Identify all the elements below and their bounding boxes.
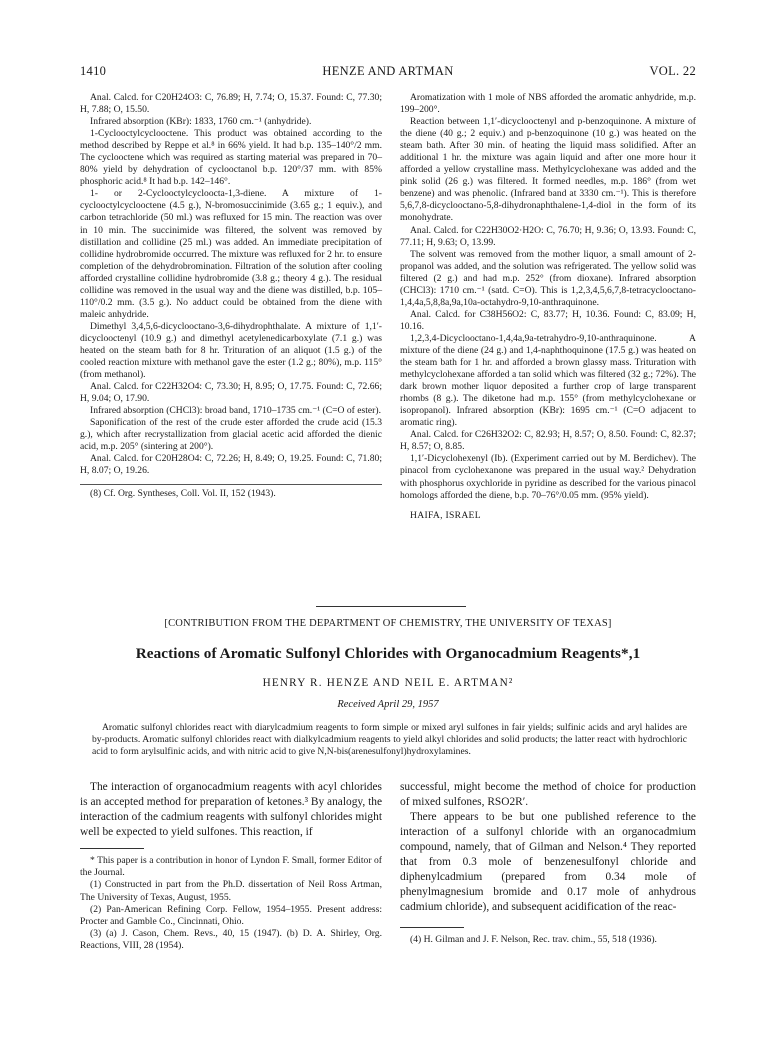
paragraph: The solvent was removed from the mother liquor, a small amount of 2-propanol was added, and the solution was refrigerated. The yellow solid was filtered (2 g.) and had m.p. 252° (from dioxane). Infrared absorption (CHCl3): 1710 cm.⁻¹ (satd. C=O). This is 1,2,3,4,5,6,7,8-tetracyclooctano-1,4,4a,5,8,8a,9a,10a-octahydro-9,10-anthraquinone.	[400, 248, 696, 308]
paragraph: 1- or 2-Cyclooctylcycloocta-1,3-diene. A mixture of 1-cyclooctylcyclooctene (4.5 g.), N-bromosuccinimide (3.65 g.; 1 equiv.), and carbon tetrachloride (50 ml.) was refluxed for 15 min. The reaction was over in 10 min. The succinimide was filtered, the solvent was removed by distillation and collidine (25 ml.) was added. An immediate precipitation of collidine hydrobromide occurred. The mixture was refluxed for 2 hr. to ensure completion of the dehydrobromination. Filtration of the solution after cooling afforded crystalline collidine hydrobromide (3.8 g.; theory 4 g.). The residual collidine was removed in the usual way and the diene was distilled, b.p. 105–110°/0.2 mm. (3.5 g.). No adduct could be obtained from the diene with maleic anhydride.	[80, 188, 382, 320]
abstract: Aromatic sulfonyl chlorides react with diarylcadmium reagents to form simple or mixed aryl sulfones in fair yields; sulfinic acids and aryl halides are by-products. Aromatic sulfonyl chlorides react with dialkylcadmium reagents to yield alkyl chlorides and solid products; the latter react with hydrochloric acid to form arylsulfinic acids, and with nitric acid to give N,N-bis(arenesulfonyl)hydroxylamines.	[92, 722, 687, 758]
footnote: (1) Constructed in part from the Ph.D. dissertation of Neil Ross Artman, The University of Texas, August, 1955.	[80, 879, 382, 903]
section-divider	[316, 606, 466, 607]
article-authors: HENRY R. HENZE AND NEIL E. ARTMAN²	[262, 677, 514, 689]
volume-label: VOL. 22	[649, 64, 696, 78]
paragraph: Aromatization with 1 mole of NBS afforded the aromatic anhydride, m.p. 199–200°.	[400, 92, 696, 116]
paragraph: Anal. Calcd. for C26H32O2: C, 82.93; H, 8.57; O, 8.50. Found: C, 82.37; H, 8.57; O, 8.85.	[400, 429, 696, 453]
paragraph: Anal. Calcd. for C22H30O2·H2O: C, 76.70; H, 9.36; O, 13.93. Found: C, 77.11; H, 9.63; O, 13.99.	[400, 224, 696, 248]
running-head	[80, 64, 696, 80]
paragraph: Infrared absorption (KBr): 1833, 1760 cm.⁻¹ (anhydride).	[90, 116, 312, 128]
paragraph: 1,1′-Dicyclohexenyl (Ib). (Experiment carried out by M. Berdichev). The pinacol from cyclohexanone was prepared in the usual way.² Dehydration with phosphorus oxychloride in pyridine as described for the various pinacol homologs afforded the diene, b.p. 70–76°/0.05 mm. (95% yield).	[400, 453, 696, 501]
paragraph: Anal. Calcd. for C20H24O3: C, 76.89; H, 7.74; O, 15.37. Found: C, 77.30; H, 7.88; O, 15.50.	[80, 92, 382, 116]
paragraph: There appears to be but one published reference to the interaction of a sulfonyl chloride with an organocadmium compound, namely, that of Gilman and Nelson.⁴ They reported that from 0.3 mole of benzenesulfonyl chloride and diphenylcadmium (prepared from 0.34 mole of phenylmagnesium bromide and 0.17 mole of anhydrous cadmium chloride), and subsequent acidification of the reac-	[400, 811, 696, 913]
right-column-article-body	[400, 780, 696, 946]
contribution-line: [CONTRIBUTION FROM THE DEPARTMENT OF CHEMISTRY, THE UNIVERSITY OF TEXAS]	[164, 618, 612, 629]
left-column-article-body	[80, 780, 382, 953]
paragraph: Saponification of the rest of the crude ester afforded the crude acid (15.3 g.), which after recrystallization from glacial acetic acid afforded the dienic acid, m.p. 205° (sintering at 200°).	[80, 417, 382, 453]
paragraph: Anal. Calcd. for C22H32O4: C, 73.30; H, 8.95; O, 17.75. Found: C, 72.66; H, 9.04; O, 17.90.	[80, 381, 382, 405]
received-date: Received April 29, 1957	[337, 699, 439, 710]
paragraph: Anal. Calcd. for C20H28O4: C, 72.26; H, 8.49; O, 19.25. Found: C, 71.80; H, 8.07; O, 19.26.	[80, 453, 382, 477]
running-title: HENZE AND ARTMAN	[322, 64, 454, 78]
paragraph: 1-Cyclooctylcyclooctene. This product was obtained according to the method described by Reppe et al.⁸ in 66% yield. It had b.p. 135–140°/2 mm. The cyclooctene which was required as starting material was prepared in 70–80% yield by dehydration of cyclooctanol b.p. 120°/37 mm. with 85% phosphoric acid.⁸ It had b.p. 142–146°.	[80, 128, 382, 188]
paragraph: Dimethyl 3,4,5,6-dicyclooctano-3,6-dihydrophthalate. A mixture of 1,1′-dicyclooctenyl (10.9 g.) and dimethyl acetylenedicarboxylate (7.1 g.) was heated on the steam bath for 8 hr. Trituration of an aliquot (1.5 g.) of the cooled reaction mixture with methanol gave the ester (1.2 g.; 80%), m.p. 115° (from methanol).	[80, 320, 382, 381]
right-column-previous-article	[400, 92, 696, 522]
paragraph: Anal. Calcd. for C38H56O2: C, 83.77; H, 10.36. Found: C, 83.09; H, 10.16.	[400, 308, 696, 332]
paragraph: successful, might become the method of choice for production of mixed sulfones, RSO2R′.	[400, 781, 696, 808]
paragraph: Reaction between 1,1′-dicyclooctenyl and p-benzoquinone. A mixture of the diene (40 g.; 2 equiv.) and p-benzoquinone (10 g.) was heated on the steam bath. After 30 min. of heating the liquid mass solidified. After an additional 1 hr. the mixture was again liquid and after one more hour it afforded a yellow crystalline mass. Methylcyclohexane was added and the pink solid (26 g.) was filtered. It formed needles, m.p. 186° (from wet benzene) and was phenolic. (Infrared band at 3330 cm.⁻¹). This is therefore 5,6,7,8-dicyclooctano-5,8-dihydronaphthalene-1,4-diol in the form of its monohydrate.	[400, 116, 696, 224]
footnote-divider	[400, 927, 464, 928]
footnote: (3) (a) J. Cason, Chem. Revs., 40, 15 (1947). (b) D. A. Shirley, Org. Reactions, VIII, 28 (1954).	[80, 928, 382, 952]
left-column-previous-article	[80, 92, 382, 500]
page-number: 1410	[80, 64, 107, 78]
footnote-divider	[80, 848, 144, 849]
footnote: (8) Cf. Org. Syntheses, Coll. Vol. II, 152 (1943).	[80, 484, 382, 500]
paragraph: Infrared absorption (CHCl3): broad band, 1710–1735 cm.⁻¹ (C=O of ester).	[90, 405, 381, 417]
footnote: (4) H. Gilman and J. F. Nelson, Rec. trav. chim., 55, 518 (1936).	[410, 934, 657, 945]
footnote: * This paper is a contribution in honor of Lyndon F. Small, former Editor of the Journal.	[80, 855, 382, 879]
paragraph: 1,2,3,4-Dicyclooctano-1,4,4a,9a-tetrahydro-9,10-anthraquinone. A mixture of the diene (24 g.) and 1,4-naphthoquinone (17.5 g.) was heated on the steam bath for 1 hr. and afforded a brown glassy mass. Trituration with methylcyclohexane afforded a tan solid which was filtered (32 g.; 72%). The dark brown mother liquor deposited a further crop of large transparent rhombs (8 g.). The diketone had m.p. 155° (from methylcyclohexane or isopropanol). Infrared absorption (KBr): 1695 cm.⁻¹ (C=O adjacent to aromatic ring).	[400, 332, 696, 429]
article-title: Reactions of Aromatic Sulfonyl Chlorides with Organocadmium Reagents*,1	[135, 645, 641, 662]
paragraph: The interaction of organocadmium reagents with acyl chlorides is an accepted method for preparation of ketones.³ By analogy, the interaction of the cadmium reagents with sulfonyl chlorides might well be expected to yield sulfones. This reaction, if	[80, 781, 382, 838]
footnote: (2) Pan-American Refining Corp. Fellow, 1954–1955. Present address: Procter and Gamble Co., Cincinnati, Ohio.	[80, 903, 382, 928]
author-location: HAIFA, ISRAEL	[410, 509, 481, 521]
